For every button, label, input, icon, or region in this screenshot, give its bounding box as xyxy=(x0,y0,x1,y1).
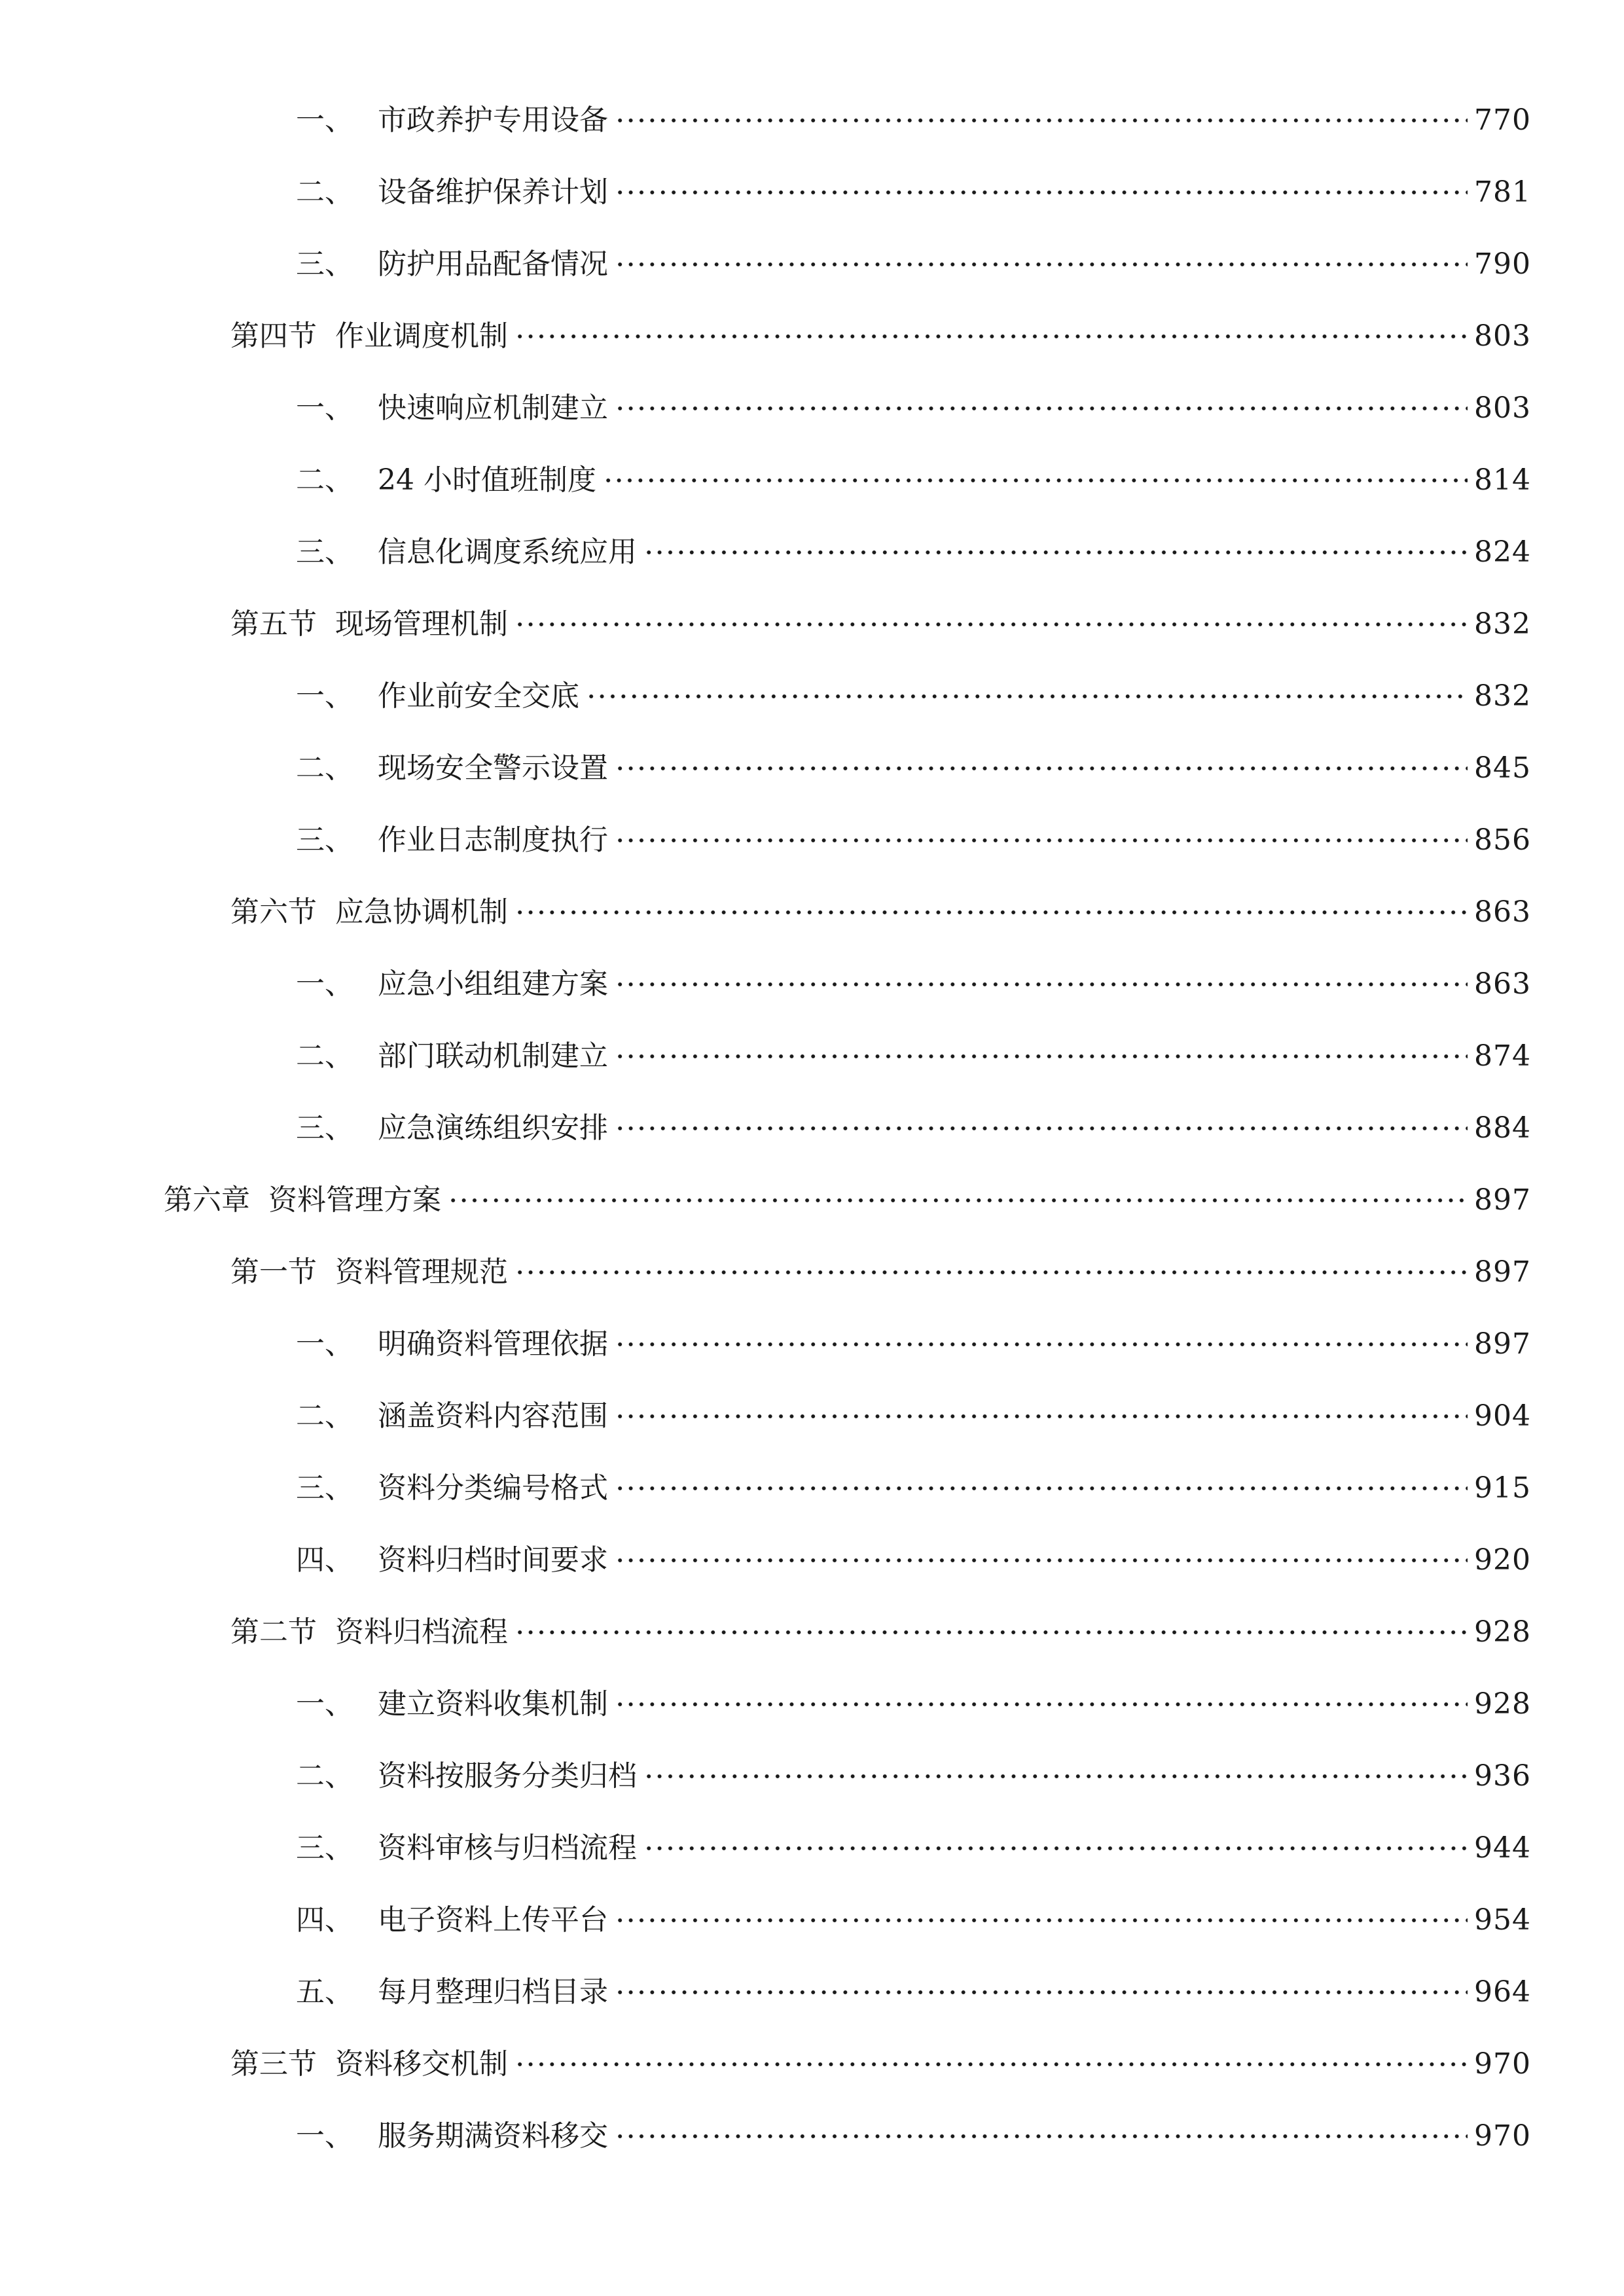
toc-chapter-title: 资料管理方案 xyxy=(268,1183,441,1217)
toc-entry-page-number: 954 xyxy=(1474,1903,1531,1937)
toc-entry-page-number: 928 xyxy=(1474,1615,1531,1649)
toc-entry-number: 二、 xyxy=(296,175,353,209)
toc-entry-page-number: 897 xyxy=(1474,1183,1531,1217)
toc-entry-title: 应急演练组织安排 xyxy=(378,1111,608,1145)
toc-entry-number: 三、 xyxy=(296,823,353,857)
toc-section-number: 第二节 xyxy=(230,1615,317,1649)
toc-entry-page-number: 920 xyxy=(1474,1543,1531,1577)
toc-entry-title: 信息化调度系统应用 xyxy=(378,535,637,569)
toc-entry-number: 二、 xyxy=(296,1759,353,1793)
toc-entry-number: 三、 xyxy=(296,1111,353,1145)
dot-leader xyxy=(514,1263,1468,1282)
toc-entry-title: 应急小组组建方案 xyxy=(378,967,608,1001)
toc-section-number: 第四节 xyxy=(230,319,317,353)
dot-leader xyxy=(615,1119,1468,1138)
toc-entry-page-number: 814 xyxy=(1474,463,1531,497)
toc-entry[interactable] xyxy=(296,1750,1531,1803)
toc-entry-title: 资料审核与归档流程 xyxy=(378,1831,637,1865)
toc-entry-title: 设备维护保养计划 xyxy=(378,175,608,209)
toc-entry-number: 三、 xyxy=(296,247,353,281)
dot-leader xyxy=(448,1191,1468,1210)
dot-leader xyxy=(615,1407,1468,1426)
dot-leader xyxy=(615,2126,1468,2146)
toc-entry-number: 一、 xyxy=(296,1327,353,1361)
toc-entry-page-number: 884 xyxy=(1474,1111,1531,1145)
toc-entry-title: 现场安全警示设置 xyxy=(378,751,608,785)
toc-section-title: 现场管理机制 xyxy=(335,607,508,641)
toc-entry-number: 三、 xyxy=(296,1831,353,1865)
toc-entry-title: 防护用品配备情况 xyxy=(378,247,608,281)
toc-entry-title: 资料分类编号格式 xyxy=(378,1471,608,1505)
toc-entry[interactable] xyxy=(296,94,1531,147)
toc-section-entry[interactable] xyxy=(230,1606,1531,1659)
toc-entry-page-number: 897 xyxy=(1474,1255,1531,1289)
toc-entry[interactable] xyxy=(296,1390,1531,1443)
toc-entry-page-number: 915 xyxy=(1474,1471,1531,1505)
toc-entry-page-number: 928 xyxy=(1474,1687,1531,1721)
toc-entry[interactable] xyxy=(296,814,1531,867)
toc-entry-number: 二、 xyxy=(296,1039,353,1073)
dot-leader xyxy=(615,255,1468,274)
toc-entry-page-number: 964 xyxy=(1474,1975,1531,2009)
dot-leader xyxy=(615,831,1468,850)
toc-entry[interactable] xyxy=(296,1462,1531,1515)
toc-section-entry[interactable] xyxy=(230,598,1531,651)
dot-leader xyxy=(615,1910,1468,1930)
toc-entry-page-number: 824 xyxy=(1474,535,1531,569)
toc-entry-page-number: 970 xyxy=(1474,2119,1531,2153)
toc-entry-page-number: 790 xyxy=(1474,247,1531,281)
toc-entry-title: 资料按服务分类归档 xyxy=(378,1759,637,1793)
toc-entry-page-number: 781 xyxy=(1474,175,1531,209)
toc-entry[interactable] xyxy=(296,382,1531,435)
toc-entry-title: 作业前安全交底 xyxy=(378,679,579,713)
toc-entry[interactable] xyxy=(296,670,1531,723)
toc-section-number: 第三节 xyxy=(230,2047,317,2081)
toc-entry[interactable] xyxy=(296,742,1531,795)
dot-leader xyxy=(643,543,1468,562)
toc-entry-number: 四、 xyxy=(296,1903,353,1937)
toc-entry-page-number: 856 xyxy=(1474,823,1531,857)
dot-leader xyxy=(615,111,1468,130)
dot-leader xyxy=(615,183,1468,202)
dot-leader xyxy=(586,687,1468,706)
dot-leader xyxy=(603,471,1468,490)
toc-entry-number: 五、 xyxy=(296,1975,353,2009)
dot-leader xyxy=(514,327,1468,346)
toc-chapter-number: 第六章 xyxy=(164,1183,250,1217)
dot-leader xyxy=(615,1695,1468,1714)
toc-entry-page-number: 897 xyxy=(1474,1327,1531,1361)
dot-leader xyxy=(615,759,1468,778)
toc-entry-number: 一、 xyxy=(296,1687,353,1721)
toc-entry[interactable] xyxy=(296,1894,1531,1946)
toc-entry-title: 电子资料上传平台 xyxy=(378,1903,608,1937)
toc-entry-title: 资料归档时间要求 xyxy=(378,1543,608,1577)
dot-leader xyxy=(514,1623,1468,1642)
toc-entry[interactable] xyxy=(296,238,1531,291)
dot-leader xyxy=(514,615,1468,634)
toc-section-number: 第五节 xyxy=(230,607,317,641)
dot-leader xyxy=(615,1479,1468,1498)
toc-entry-number: 一、 xyxy=(296,679,353,713)
toc-entry-page-number: 770 xyxy=(1474,103,1531,137)
toc-section-title: 资料归档流程 xyxy=(335,1615,508,1649)
toc-entry[interactable] xyxy=(296,454,1531,507)
toc-entry-number: 一、 xyxy=(296,967,353,1001)
toc-entry-page-number: 863 xyxy=(1474,895,1531,929)
dot-leader xyxy=(615,1551,1468,1570)
toc-entry[interactable] xyxy=(296,1534,1531,1587)
toc-entry-title: 部门联动机制建立 xyxy=(378,1039,608,1073)
toc-entry-number: 二、 xyxy=(296,751,353,785)
toc-entry[interactable] xyxy=(296,1102,1531,1155)
toc-section-entry[interactable] xyxy=(230,310,1531,363)
toc-section-entry[interactable] xyxy=(230,2038,1531,2090)
toc-entry-page-number: 845 xyxy=(1474,751,1531,785)
dot-leader xyxy=(643,1767,1468,1786)
toc-section-number: 第六节 xyxy=(230,895,317,929)
toc-entry[interactable] xyxy=(296,1318,1531,1371)
toc-entry-title: 快速响应机制建立 xyxy=(378,391,608,425)
toc-entry-number: 一、 xyxy=(296,391,353,425)
toc-entry-title: 24 小时值班制度 xyxy=(378,463,596,497)
toc-entry-title: 建立资料收集机制 xyxy=(378,1687,608,1721)
toc-entry-number: 二、 xyxy=(296,1399,353,1433)
toc-entry[interactable] xyxy=(296,1030,1531,1083)
toc-entry-title: 涵盖资料内容范围 xyxy=(378,1399,608,1433)
toc-entry-page-number: 832 xyxy=(1474,679,1531,713)
toc-entry-title: 作业日志制度执行 xyxy=(378,823,608,857)
toc-entry-number: 一、 xyxy=(296,2119,353,2153)
dot-leader xyxy=(514,2054,1468,2074)
toc-entry-title: 市政养护专用设备 xyxy=(378,103,608,137)
toc-entry-title: 每月整理归档目录 xyxy=(378,1975,608,2009)
toc-entry-title: 服务期满资料移交 xyxy=(378,2119,608,2153)
toc-entry-title: 明确资料管理依据 xyxy=(378,1327,608,1361)
toc-entry-page-number: 803 xyxy=(1474,391,1531,425)
toc-section-entry[interactable] xyxy=(230,1246,1531,1299)
toc-entry[interactable] xyxy=(296,526,1531,579)
toc-entry-number: 三、 xyxy=(296,1471,353,1505)
toc-chapter-entry[interactable] xyxy=(164,1174,1531,1227)
toc-section-entry[interactable] xyxy=(230,886,1531,939)
toc-entry-number: 一、 xyxy=(296,103,353,137)
toc-entry[interactable] xyxy=(296,1678,1531,1731)
toc-section-title: 资料管理规范 xyxy=(335,1255,508,1289)
toc-section-title: 应急协调机制 xyxy=(335,895,508,929)
toc-entry-number: 二、 xyxy=(296,463,353,497)
dot-leader xyxy=(615,399,1468,418)
dot-leader xyxy=(615,1047,1468,1066)
dot-leader xyxy=(514,903,1468,922)
toc-entry-number: 三、 xyxy=(296,535,353,569)
toc-entry[interactable] xyxy=(296,958,1531,1011)
toc-entry[interactable] xyxy=(296,1966,1531,2018)
toc-entry[interactable] xyxy=(296,1822,1531,1874)
toc-entry-page-number: 803 xyxy=(1474,319,1531,353)
dot-leader xyxy=(615,1335,1468,1354)
toc-entry[interactable] xyxy=(296,166,1531,219)
toc-entry[interactable] xyxy=(296,2110,1531,2162)
toc-section-title: 资料移交机制 xyxy=(335,2047,508,2081)
toc-entry-page-number: 904 xyxy=(1474,1399,1531,1433)
toc-entry-page-number: 944 xyxy=(1474,1831,1531,1865)
toc-entry-page-number: 936 xyxy=(1474,1759,1531,1793)
toc-entry-number: 四、 xyxy=(296,1543,353,1577)
toc-section-title: 作业调度机制 xyxy=(335,319,508,353)
toc-section-number: 第一节 xyxy=(230,1255,317,1289)
toc-entry-page-number: 863 xyxy=(1474,967,1531,1001)
toc-entry-page-number: 970 xyxy=(1474,2047,1531,2081)
dot-leader xyxy=(643,1839,1468,1858)
toc-entry-page-number: 874 xyxy=(1474,1039,1531,1073)
toc-entry-page-number: 832 xyxy=(1474,607,1531,641)
dot-leader xyxy=(615,1982,1468,2002)
dot-leader xyxy=(615,975,1468,994)
